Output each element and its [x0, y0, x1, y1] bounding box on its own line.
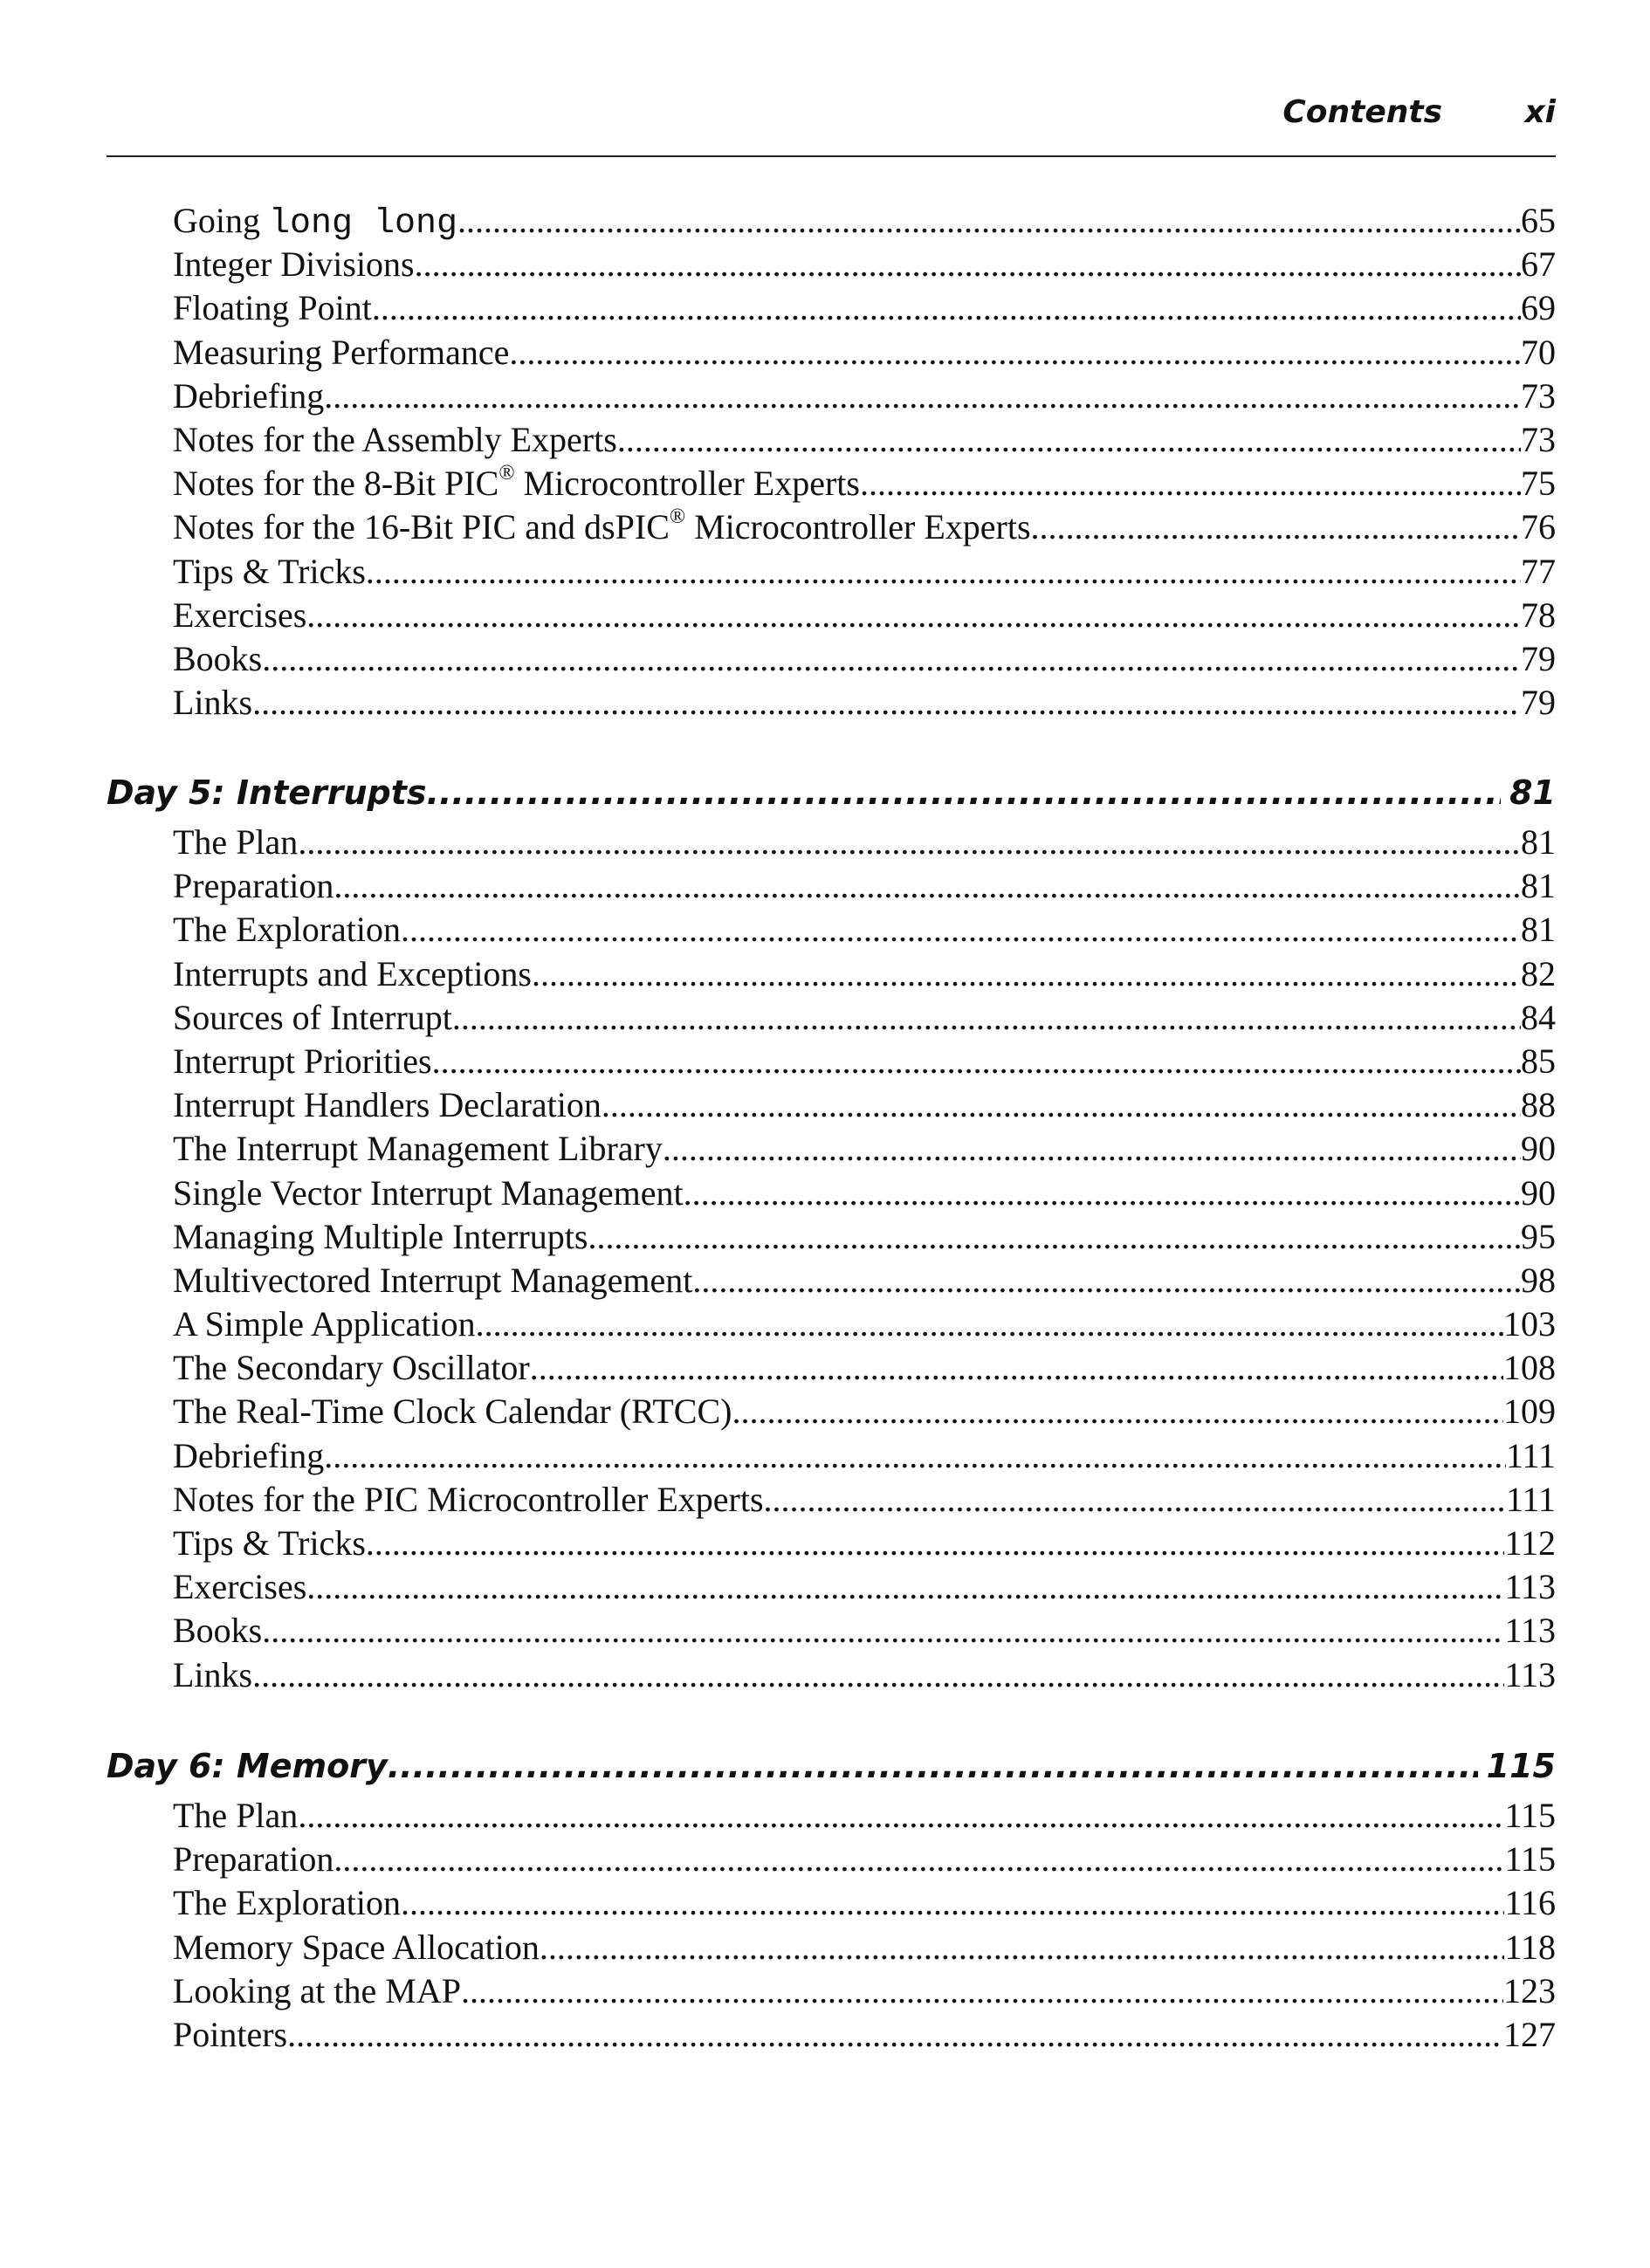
toc-entry-title: The Plan [173, 1796, 299, 1835]
toc-entry-title: The Plan [173, 822, 299, 862]
toc-entry[interactable] [107, 1653, 1556, 1697]
toc-entry-page: 115 [1504, 1796, 1556, 1835]
toc-entry[interactable] [107, 908, 1556, 952]
toc-entry-page: 113 [1504, 1611, 1556, 1651]
toc-entry-title: Notes for the 16-Bit PIC and dsPIC® Microcontroller Experts [173, 505, 1031, 547]
toc-entry-title: The Interrupt Management Library [173, 1129, 663, 1169]
toc-entry-title: Interrupt Priorities [173, 1041, 432, 1081]
toc-entry-page: 67 [1521, 244, 1556, 285]
dot-leader [476, 1302, 1503, 1346]
dot-leader [306, 594, 1521, 637]
toc-entry-page: 112 [1504, 1523, 1556, 1563]
toc-entry-title: Floating Point [173, 288, 372, 328]
top-entries [107, 199, 1556, 725]
toc-entry-title: Going long long [173, 201, 458, 244]
registered-mark: ® [498, 462, 515, 485]
toc-entry-title: Exercises [173, 1567, 307, 1607]
toc-entry[interactable] [107, 1083, 1556, 1127]
dot-leader [732, 1390, 1503, 1433]
dot-leader [1031, 505, 1521, 549]
dot-leader [860, 462, 1521, 505]
toc-entry-title: Notes for the PIC Microcontroller Experts [173, 1479, 764, 1519]
toc-entry[interactable] [107, 1434, 1556, 1478]
toc-entry[interactable] [107, 1565, 1556, 1609]
toc-entry-page: 115 [1504, 1839, 1556, 1880]
dot-leader [432, 1040, 1521, 1083]
toc-entry-title: Sources of Interrupt [173, 997, 452, 1037]
toc-entry-page: 90 [1521, 1129, 1556, 1169]
toc-entry-title: Books [173, 1611, 263, 1651]
toc-entry[interactable] [107, 637, 1556, 681]
dot-leader [298, 821, 1521, 864]
dot-leader [252, 1653, 1504, 1697]
toc-entry[interactable] [107, 1040, 1556, 1083]
toc-entry-page: 78 [1521, 594, 1556, 635]
code-text: long long [269, 204, 458, 244]
toc-entry[interactable] [107, 462, 1556, 505]
dot-leader [588, 1215, 1521, 1259]
toc-entry[interactable] [107, 996, 1556, 1040]
dot-leader [262, 637, 1521, 681]
dot-leader [663, 1127, 1521, 1171]
dot-leader [540, 1926, 1505, 1969]
toc-entry-going-long-long[interactable] [107, 199, 1556, 243]
toc-entry-page: 103 [1503, 1304, 1556, 1344]
toc-entry-page: 84 [1521, 997, 1556, 1037]
dot-leader [532, 952, 1521, 996]
dot-leader [306, 1565, 1504, 1609]
toc-entry[interactable] [107, 1794, 1556, 1838]
dot-leader [692, 1259, 1521, 1302]
toc-entry[interactable] [107, 1215, 1556, 1259]
toc-entry-title: Notes for the 8-Bit PIC® Microcontroller Experts [173, 462, 860, 504]
toc-entry-page: 90 [1521, 1172, 1556, 1213]
toc-entry[interactable] [107, 1346, 1556, 1390]
chapter-page: 115 [1486, 1747, 1556, 1785]
toc-entry[interactable] [107, 1522, 1556, 1565]
dot-leader [457, 199, 1521, 243]
toc-entry-title: Interrupts and Exceptions [173, 953, 532, 993]
header-title: Contents [1282, 94, 1442, 130]
toc-entry-page: 70 [1521, 332, 1556, 372]
dot-leader [764, 1478, 1506, 1522]
toc-entry[interactable] [107, 1926, 1556, 1969]
toc-entry-page: 75 [1521, 464, 1556, 504]
dot-leader [298, 1794, 1504, 1838]
toc-entry-page: 77 [1521, 551, 1556, 591]
toc-entry[interactable] [107, 1259, 1556, 1302]
toc-entry-title: Multivectored Interrupt Management [173, 1260, 693, 1300]
dot-leader [333, 864, 1521, 908]
toc-entry-title: Links [173, 683, 253, 723]
toc-entry-title: The Exploration [173, 910, 402, 950]
toc-entry-title: The Real-Time Clock Calendar (RTCC) [173, 1392, 732, 1432]
toc-entry[interactable] [107, 1302, 1556, 1346]
toc-entry-title: Exercises [173, 594, 307, 635]
toc-entry-page: 81 [1521, 866, 1556, 906]
toc-entry-title: Looking at the MAP [173, 1970, 461, 2010]
toc-entry[interactable] [107, 1127, 1556, 1171]
toc-entry-title: A Simple Application [173, 1304, 476, 1344]
toc-entry-page: 79 [1521, 683, 1556, 723]
toc-entry-page: 98 [1521, 1260, 1556, 1300]
toc-entry[interactable] [107, 2013, 1556, 2057]
toc-entry-title: Debriefing [173, 1435, 325, 1475]
dot-leader [401, 1881, 1504, 1925]
toc-entry-page: 108 [1503, 1348, 1556, 1388]
toc-entry[interactable] [107, 1609, 1556, 1653]
toc-entry[interactable] [107, 418, 1556, 462]
header-page-number: xi [1524, 94, 1556, 130]
dot-leader [427, 766, 1502, 819]
toc-entry-title: Interrupt Handlers Declaration [173, 1085, 602, 1125]
chapter-title: Day 5: Interrupts [107, 773, 427, 812]
dot-leader [684, 1172, 1521, 1215]
toc-entry-title: Debriefing [173, 375, 325, 416]
toc-entry[interactable] [107, 952, 1556, 996]
toc-entry-title: Links [173, 1654, 253, 1694]
toc-entry-title: Measuring Performance [173, 332, 510, 372]
chapter-day6-entries [107, 1794, 1556, 2057]
chapter-day5-entries [107, 821, 1556, 1697]
toc-entry-page: 127 [1503, 2014, 1556, 2054]
toc-entry[interactable] [107, 594, 1556, 637]
toc-entry-page: 82 [1521, 953, 1556, 993]
toc-entry-page: 111 [1505, 1435, 1556, 1475]
toc-entry-page: 118 [1504, 1927, 1556, 1967]
chapter-page: 81 [1509, 773, 1556, 812]
toc-entry-page: 81 [1521, 910, 1556, 950]
toc-entry-page: 88 [1521, 1085, 1556, 1125]
toc-entry[interactable] [107, 375, 1556, 418]
toc-entry[interactable] [107, 1969, 1556, 2013]
toc-entry-page: 76 [1521, 507, 1556, 547]
toc-entry-title: Integer Divisions [173, 244, 415, 285]
toc-entry-page: 79 [1521, 638, 1556, 678]
dot-leader [333, 1838, 1504, 1881]
toc-entry[interactable] [107, 505, 1556, 549]
dot-leader [366, 1522, 1505, 1565]
toc-entry-page: 113 [1504, 1654, 1556, 1694]
running-header [107, 94, 1556, 157]
toc-entry[interactable] [107, 681, 1556, 725]
toc-entry[interactable] [107, 243, 1556, 286]
toc-entry-title: Single Vector Interrupt Management [173, 1172, 684, 1213]
dot-leader [366, 550, 1521, 594]
toc-entry-title: Preparation [173, 1839, 334, 1880]
dot-leader [530, 1346, 1503, 1390]
toc-entry[interactable] [107, 864, 1556, 908]
toc-entry-page: 123 [1503, 1970, 1556, 2010]
toc-entry-page: 113 [1504, 1567, 1556, 1607]
toc-entry[interactable] [107, 821, 1556, 864]
toc-entry-page: 73 [1521, 375, 1556, 416]
chapter-title: Day 6: Memory [107, 1747, 388, 1785]
dot-leader [452, 996, 1521, 1040]
toc-entry-page: 109 [1503, 1392, 1556, 1432]
toc-entry-page: 73 [1521, 419, 1556, 459]
dot-leader [287, 2013, 1503, 2057]
dot-leader [388, 1740, 1478, 1792]
toc-entry-title: Tips & Tricks [173, 1523, 366, 1563]
toc-entry[interactable] [107, 1172, 1556, 1215]
toc-entry-page: 69 [1521, 288, 1556, 328]
toc-entry-title: The Secondary Oscillator [173, 1348, 530, 1388]
toc-entry[interactable] [107, 286, 1556, 330]
chapter-day6 [107, 1740, 1556, 1792]
toc-entry[interactable] [107, 331, 1556, 375]
toc-entry[interactable] [107, 1838, 1556, 1881]
toc-entry-title: Managing Multiple Interrupts [173, 1216, 588, 1256]
dot-leader [617, 418, 1521, 462]
dot-leader [252, 681, 1521, 725]
toc-entry-title: Books [173, 638, 263, 678]
dot-leader [324, 375, 1521, 418]
toc-entry[interactable] [107, 1881, 1556, 1925]
toc-entry-page: 111 [1505, 1479, 1556, 1519]
toc-entry-title: Notes for the Assembly Experts [173, 419, 617, 459]
toc-entry-page: 85 [1521, 1041, 1556, 1081]
toc-entry[interactable] [107, 1390, 1556, 1433]
toc-entry[interactable] [107, 550, 1556, 594]
dot-leader [602, 1083, 1521, 1127]
registered-mark: ® [669, 505, 686, 529]
dot-leader [262, 1609, 1504, 1653]
toc-entry-page: 116 [1504, 1883, 1556, 1923]
toc-entry-title: The Exploration [173, 1883, 402, 1923]
toc-entry-title: Pointers [173, 2014, 288, 2054]
chapter-heading-day6[interactable] [107, 1740, 1556, 1792]
toc-entry-title: Preparation [173, 866, 334, 906]
toc-entry-title: Memory Space Allocation [173, 1927, 540, 1967]
dot-leader [415, 243, 1521, 286]
toc-entry-page: 95 [1521, 1216, 1556, 1256]
chapter-heading-day5[interactable] [107, 766, 1556, 819]
dot-leader [509, 331, 1521, 375]
toc-entry-page: 65 [1521, 201, 1556, 240]
toc-entry-title: Tips & Tricks [173, 551, 366, 591]
chapter-day5 [107, 766, 1556, 819]
dot-leader [372, 286, 1521, 330]
toc-entry-page: 81 [1521, 822, 1556, 862]
dot-leader [401, 908, 1521, 952]
toc-entry[interactable] [107, 1478, 1556, 1522]
dot-leader [461, 1969, 1503, 2013]
dot-leader [324, 1434, 1506, 1478]
